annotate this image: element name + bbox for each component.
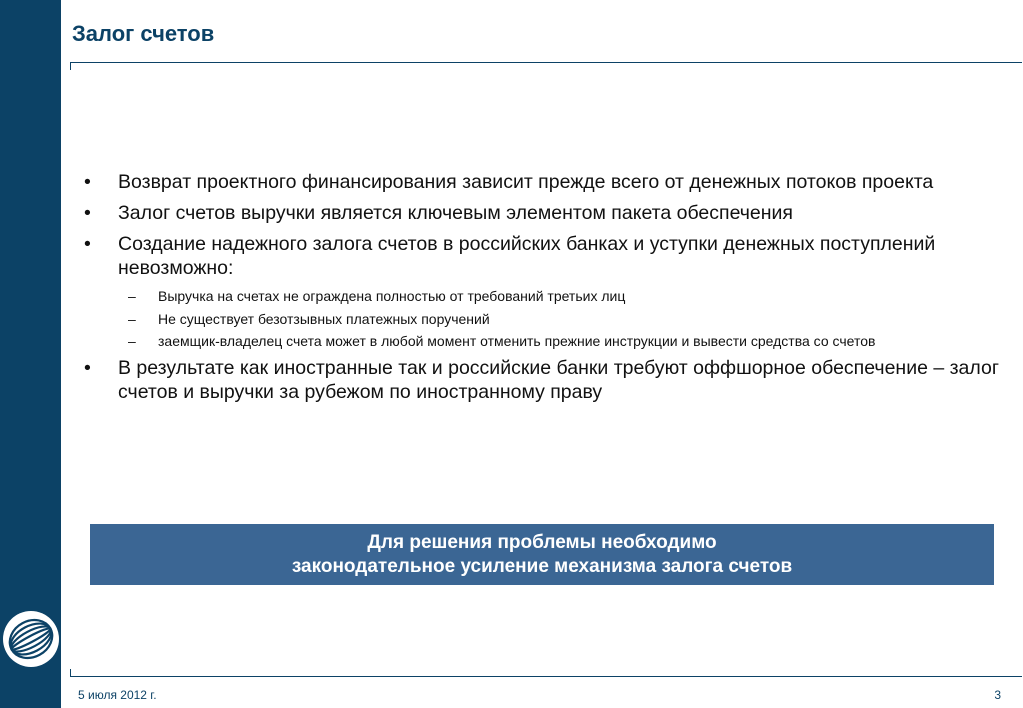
bullet-text: Залог счетов выручки является ключевым элементом пакета обеспечения xyxy=(118,202,793,224)
side-bar xyxy=(0,0,61,708)
conclusion-callout xyxy=(90,524,994,585)
bullet-item xyxy=(80,170,1010,194)
slide-title: Залог счетов xyxy=(72,21,215,46)
dash-marker: – xyxy=(128,288,136,304)
bullet-item xyxy=(80,356,1010,404)
bullet-marker: • xyxy=(84,233,91,255)
bullet-marker: • xyxy=(84,202,91,224)
top-divider-tick xyxy=(70,62,71,70)
sub-bullet-text: Не существует безотзывных платежных поручений xyxy=(158,310,490,327)
bullet-list xyxy=(80,170,1010,411)
top-divider xyxy=(70,62,1022,63)
sub-bullet-text: Выручка на счетах не ограждена полностью от требований третьих лиц xyxy=(158,288,626,304)
page-number: 3 xyxy=(994,688,1001,702)
sub-bullet-item xyxy=(80,310,1010,328)
sub-bullet-text: заемщик-владелец счета может в любой момент отменить прежние инструкции и вывести средства со счетов xyxy=(158,333,876,349)
sub-bullet-list xyxy=(80,287,1010,350)
bullet-item xyxy=(80,201,1010,225)
sub-bullet-item xyxy=(80,287,1010,305)
callout-line-2: законодательное усиление механизма залога счетов xyxy=(291,555,793,577)
sub-bullet-item xyxy=(80,332,1010,350)
dash-marker: – xyxy=(128,310,136,327)
bottom-divider-tick xyxy=(70,669,71,677)
callout-line-1: Для решения проблемы необходимо xyxy=(367,531,717,553)
bullet-text: Возврат проектного финансирования зависит прежде всего от денежных потоков проекта xyxy=(118,171,934,193)
bullet-item xyxy=(80,232,1010,280)
bullet-text: В результате как иностранные так и российские банки требуют оффшорное обеспечение – залог счетов и выручки за рубежом по иностранному праву xyxy=(118,357,999,403)
bullet-text: Создание надежного залога счетов в российских банках и уступки денежных поступлений невозможно: xyxy=(118,233,936,279)
bottom-divider xyxy=(70,676,1022,677)
bullet-marker: • xyxy=(84,171,91,193)
dash-marker: – xyxy=(128,333,136,349)
bullet-marker: • xyxy=(84,357,91,379)
globe-logo-icon xyxy=(2,610,60,668)
footer-date: 5 июля 2012 г. xyxy=(78,688,157,702)
